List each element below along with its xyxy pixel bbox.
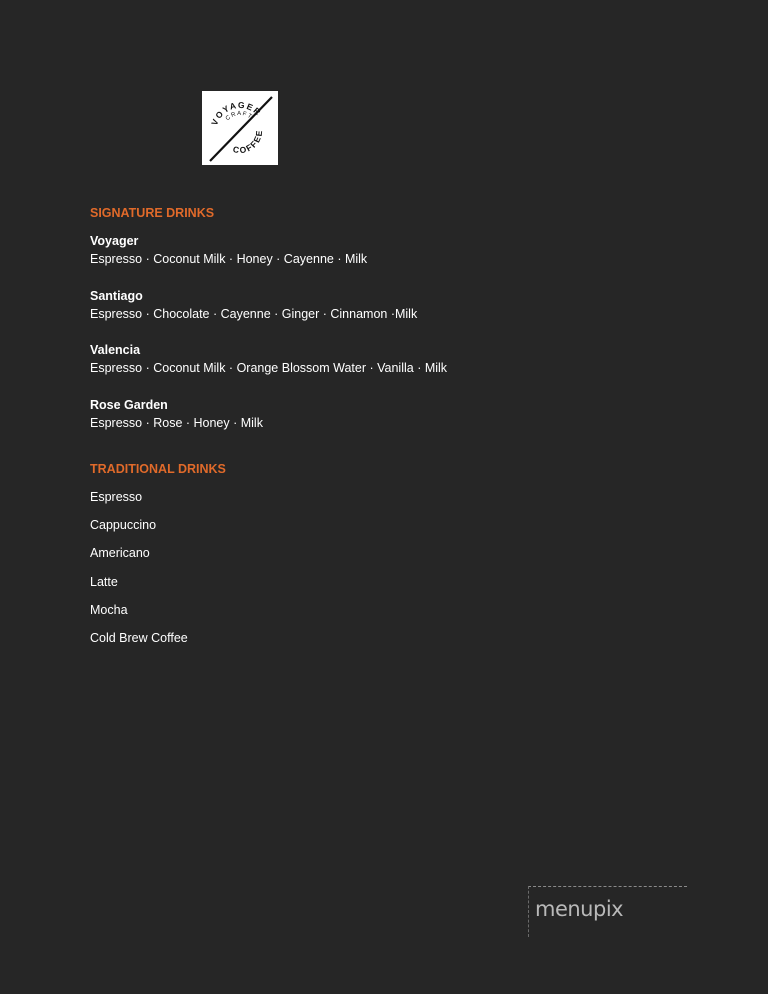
- logo-emblem: [202, 91, 278, 165]
- voyager-craft-coffee-logo: [202, 91, 278, 165]
- drink-name: Voyager: [90, 234, 139, 248]
- menupix-watermark: [528, 884, 688, 942]
- traditional-drink-item: Cold Brew Coffee: [90, 631, 188, 645]
- svg-text:COFFEE: [228, 122, 270, 164]
- drink-name: Valencia: [90, 343, 141, 357]
- logo-text-middle: CRAFT: [224, 110, 254, 123]
- signature-drinks-heading: SIGNATURE DRINKS: [90, 206, 215, 220]
- logo-text-top: VOYAGER: [209, 99, 264, 127]
- traditional-drinks-heading: TRADITIONAL DRINKS: [90, 462, 226, 476]
- drink-description: Espresso · Coconut Milk · Orange Blossom Water · Vanilla · Milk: [90, 361, 448, 375]
- drink-name: Rose Garden: [90, 398, 168, 412]
- traditional-drink-item: Espresso: [90, 490, 143, 504]
- traditional-drink-item: Latte: [90, 575, 118, 589]
- svg-text:VOYAGER: [209, 100, 264, 127]
- drink-description: Espresso · Coconut Milk · Honey · Cayenne · Milk: [90, 252, 368, 266]
- traditional-drink-item: Mocha: [90, 603, 128, 617]
- watermark-text: menupix: [535, 897, 624, 921]
- drink-name: Santiago: [90, 289, 143, 303]
- drink-description: Espresso · Chocolate · Cayenne · Ginger · Cinnamon ·Milk: [90, 307, 418, 321]
- drink-description: Espresso · Rose · Honey · Milk: [90, 416, 263, 430]
- traditional-drink-item: Cappuccino: [90, 518, 157, 532]
- traditional-drink-item: Americano: [90, 546, 150, 560]
- logo-text-bottom: COFFEE: [232, 128, 265, 156]
